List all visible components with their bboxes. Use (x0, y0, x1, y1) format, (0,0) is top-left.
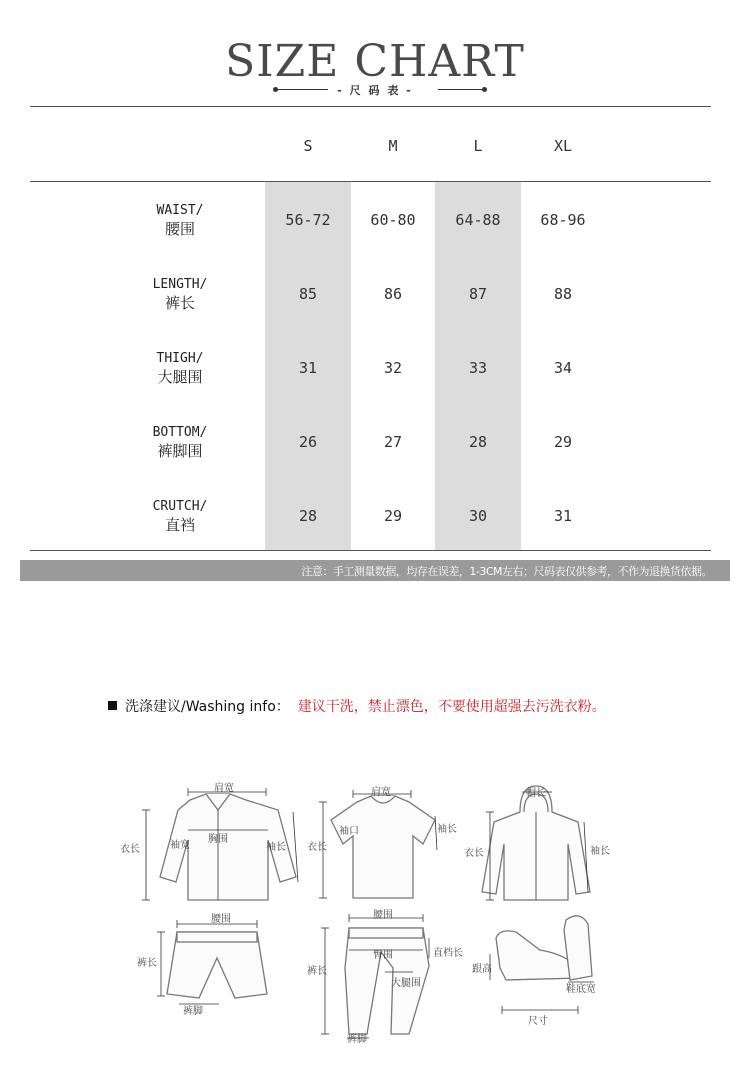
shirt-sleeve-width-label: 袖宽 (170, 840, 190, 851)
row-label-waist (110, 202, 250, 238)
table-cell: 29 (383, 507, 403, 525)
table-bottom-rule (30, 550, 711, 551)
subtitle-line-right (438, 89, 486, 90)
table-cell: 85 (298, 285, 318, 303)
row-label-bottom (110, 424, 250, 460)
table-cell: 56-72 (285, 211, 331, 229)
row-label-zh: 大腿围 (157, 368, 203, 386)
row-label-en: BOTTOM/ (152, 425, 208, 440)
size-header-s: S (303, 137, 313, 155)
table-cell: 33 (468, 359, 488, 377)
shoe-diagram (470, 910, 610, 1030)
shoe-top-outline (564, 916, 592, 980)
subtitle: - 尺 码 表 - (337, 84, 413, 97)
note-bar (20, 560, 730, 581)
size-header-l: L (473, 137, 483, 155)
shorts-hem-label: 裤脚 (183, 1006, 203, 1017)
table-cell: 29 (553, 433, 573, 451)
hoodie-hood-label: 帽长 (526, 788, 546, 799)
row-label-thigh (110, 350, 250, 386)
tshirt-shoulder-label: 肩宽 (371, 787, 391, 798)
hoodie-diagram (460, 782, 620, 907)
hoodie-length-label: 衣长 (464, 848, 484, 859)
table-header-rule (30, 181, 711, 182)
subtitle-row (0, 82, 750, 98)
shoe-size-label: 尺寸 (528, 1016, 548, 1027)
shirt-diagram (118, 782, 308, 907)
washing-info (108, 696, 606, 716)
washing-text: 建议干洗，禁止漂色，不要使用超强去污洗衣粉。 (297, 699, 606, 715)
table-cell: 31 (298, 359, 318, 377)
washing-label: 洗涤建议/Washing info： (125, 699, 290, 715)
table-cell: 34 (553, 359, 573, 377)
row-label-length (110, 276, 250, 312)
pants-waist-label: 腰围 (373, 910, 393, 921)
row-label-en: LENGTH/ (152, 277, 208, 292)
shorts-length-label: 裤长 (137, 958, 157, 969)
table-cell: 30 (468, 507, 488, 525)
table-cell: 88 (553, 285, 573, 303)
size-header-xl: XL (553, 137, 573, 155)
shorts-waist-label: 腰围 (211, 914, 231, 925)
table-top-rule (30, 106, 711, 107)
page-title: SIZE CHART (225, 36, 525, 87)
row-label-zh: 腰围 (164, 220, 195, 238)
pants-length-label: 裤长 (307, 966, 327, 977)
shoe-sole-width-label: 鞋底宽 (566, 984, 596, 995)
pants-hip-label: 臀围 (373, 950, 393, 961)
tshirt-sleeve-label: 袖长 (437, 824, 457, 835)
shoe-heel-label: 跟高 (472, 964, 492, 975)
table-cell: 68-96 (540, 211, 586, 229)
subtitle-dot-right (482, 87, 487, 92)
row-label-crutch (110, 498, 250, 534)
shorts-waistband (177, 932, 257, 942)
table-cell: 60-80 (370, 211, 416, 229)
table-cell: 26 (298, 433, 318, 451)
row-label-zh: 直裆 (164, 516, 195, 534)
shirt-shoulder-label: 肩宽 (214, 783, 234, 794)
tshirt-diagram (305, 786, 465, 906)
row-label-en: THIGH/ (156, 351, 204, 366)
row-label-en: WAIST/ (156, 203, 204, 218)
row-label-en: CRUTCH/ (152, 499, 208, 514)
table-cell: 64-88 (455, 211, 501, 229)
shirt-length-label: 衣长 (120, 844, 140, 855)
table-cell: 86 (383, 285, 403, 303)
row-label-zh: 裤长 (164, 294, 195, 312)
shorts-diagram (135, 910, 285, 1020)
tshirt-outline (331, 796, 435, 898)
tshirt-cuff-label: 袖口 (339, 826, 359, 837)
size-header-m: M (388, 137, 398, 155)
pants-waistband (349, 928, 423, 938)
pants-hem-label: 裤脚 (347, 1034, 367, 1045)
row-label-zh: 裤脚围 (157, 442, 203, 460)
shirt-chest-label: 胸围 (208, 834, 228, 845)
table-cell: 28 (468, 433, 488, 451)
bullet-square-icon (108, 701, 117, 710)
pants-thigh-label: 大腿围 (391, 978, 421, 989)
hoodie-sleeve-label: 袖长 (590, 846, 610, 857)
table-cell: 27 (383, 433, 403, 451)
pants-diagram (305, 906, 470, 1046)
tshirt-length-label: 衣长 (307, 842, 327, 853)
table-cell: 31 (553, 507, 573, 525)
table-cell: 28 (298, 507, 318, 525)
measurement-note: 注意：手工测量数据，均存在误差，1-3CM左右；尺码表仅供参考，不作为退换货依据。 (301, 565, 712, 578)
table-cell: 87 (468, 285, 488, 303)
table-cell: 32 (383, 359, 403, 377)
shirt-sleeve-label: 袖长 (266, 842, 286, 853)
pants-crotch-label: 直档长 (433, 948, 463, 959)
